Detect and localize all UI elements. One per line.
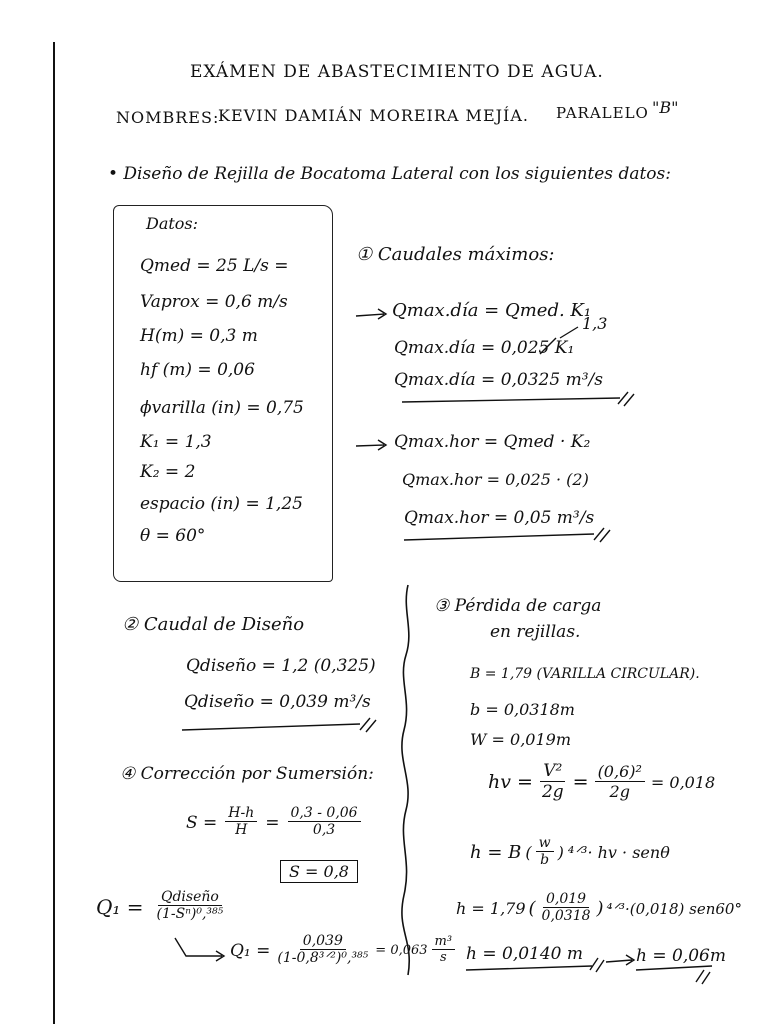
s4-q1b-unit [432, 935, 456, 966]
section1-heading: ① Caudales máximos: [356, 244, 555, 265]
s1-line-1: Qmax.día = Qmed. K₁ [392, 300, 592, 321]
datos-heading: Datos: [146, 214, 199, 233]
exam-title: EXÁMEN DE ABASTECIMIENTO DE AGUA. [190, 62, 604, 82]
s3-h-sub-frac [539, 892, 594, 925]
s3-h-formula-b: b [540, 852, 550, 869]
s3-h-formula-rhs: ⁴ᐟ³· hv · senθ [567, 843, 670, 863]
s4-q1-formula [96, 890, 226, 923]
datos-item-varilla: ϕvarilla (in) = 0,75 [140, 398, 304, 418]
s3-h-sub-rhs: ⁴ᐟ³·(0,018) sen60° [606, 899, 742, 918]
s3-hv-frac-2 [595, 763, 645, 801]
s3-h-formula-paren-close: ) [557, 843, 564, 863]
s4-q1-frac [154, 890, 227, 923]
s3-h-result-1: h = 0,0140 m [466, 944, 584, 964]
section3-heading-2: en rejillas. [490, 622, 581, 642]
s2-line-1: Qdiseño = 1,2 (0,325) [186, 656, 376, 676]
s1-line-6: Qmax.hor = 0,05 m³/s [404, 508, 595, 528]
s3-h-formula [470, 836, 670, 869]
s3-h-sub-paren-close: ) [596, 898, 604, 920]
paralelo-label: PARALELO [556, 104, 649, 122]
s3-h-sub-num: 0,019 [543, 892, 589, 908]
s3-hv-eq-sign: = [572, 771, 589, 794]
s4-s-equation [186, 806, 361, 839]
s4-s-f1-den: H [235, 822, 248, 839]
s3-hv-result: = 0,018 [650, 772, 716, 792]
s1-line-2: Qmax.día = 0,025 K₁ [394, 338, 575, 358]
datos-item-vaprox: Vaprox = 0,6 m/s [140, 292, 288, 312]
s4-q1b-num: 0,039 [300, 934, 346, 950]
s1-line-3: Qmax.día = 0,0325 m³/s [394, 370, 603, 390]
s4-s-f1-num: H-h [225, 806, 257, 822]
s4-s-eq-sign: = [265, 812, 280, 833]
s3-line-w: W = 0,019m [470, 730, 571, 749]
s4-s-frac-2 [288, 806, 361, 839]
s4-q1-num: Qdiseño [158, 890, 222, 906]
s4-q1-result-equation [230, 934, 455, 967]
s4-q1b-den: (1-0,8³ᐟ²)⁰,³⁸⁵ [277, 950, 369, 967]
s1-line-4: Qmax.hor = Qmed · K₂ [394, 432, 591, 452]
s3-h-formula-lhs: h = B [470, 842, 522, 864]
section2-heading: ② Caudal de Diseño [122, 614, 305, 635]
s3-h-substitution [456, 892, 742, 925]
s3-hv-f1-num: V² [540, 762, 565, 782]
s3-h-formula-w: w [536, 836, 554, 852]
s1-k1-value: 1,3 [582, 314, 608, 333]
s3-hv-f2-den: 2g [609, 781, 630, 801]
s3-h-sub-paren-open: ( [528, 898, 536, 920]
s4-q1b-result: = 0,063 [375, 943, 428, 959]
datos-item-k1: K₁ = 1,3 [140, 432, 212, 452]
s4-s-lhs: S = [186, 812, 218, 833]
names-value: KEVIN DAMIÁN MOREIRA MEJÍA. [218, 106, 529, 125]
s3-line-b-coef: B = 1,79 (VARILLA CIRCULAR). [470, 666, 700, 682]
intro-statement: • Diseño de Rejilla de Bocatoma Lateral con los siguientes datos: [108, 164, 671, 184]
s2-line-2: Qdiseño = 0,039 m³/s [184, 692, 371, 712]
datos-item-theta: θ = 60° [140, 526, 206, 546]
s4-q1b-frac [274, 934, 371, 967]
s4-s-f2-den: 0,3 [312, 822, 336, 839]
paralelo-value: "B" [652, 98, 679, 117]
s3-h-formula-paren-open: ( [525, 843, 532, 863]
section3-heading-1: ③ Pérdida de carga [434, 596, 602, 616]
datos-item-k2: K₂ = 2 [140, 462, 196, 482]
s4-q1b-unit-den: s [439, 950, 447, 966]
s4-q1b-unit-num: m³ [432, 935, 456, 950]
s3-hv-f1-den: 2g [541, 781, 564, 802]
datos-item-qmed: Qmed = 25 L/s = [140, 256, 289, 276]
s4-s-result: S = 0,8 [280, 860, 358, 883]
s4-s-f2-num: 0,3 - 0,06 [288, 806, 361, 822]
s3-line-b: b = 0,0318m [470, 700, 575, 719]
s4-q1-lhs: Q₁ = [96, 894, 144, 919]
datos-item-hf: hf (m) = 0,06 [140, 360, 255, 380]
s3-h-sub-den: 0,0318 [541, 908, 591, 925]
s3-h-formula-frac [536, 836, 554, 869]
section4-heading: ④ Corrección por Sumersión: [120, 764, 374, 784]
s3-hv-lhs: hv = [488, 771, 533, 794]
s3-hv-equation [488, 762, 715, 802]
s3-hv-frac-1 [539, 762, 567, 802]
s3-hv-f2-num: (0,6)² [595, 763, 645, 782]
s1-line-5: Qmax.hor = 0,025 · (2) [402, 470, 589, 489]
s4-s-frac-1 [225, 806, 257, 839]
names-label: NOMBRES: [116, 108, 220, 127]
datos-item-h: H(m) = 0,3 m [140, 326, 258, 346]
datos-item-espacio: espacio (in) = 1,25 [140, 494, 303, 514]
s3-h-sub-lhs: h = 1,79 [456, 899, 526, 919]
s3-h-result-2: h = 0,06m [636, 946, 726, 966]
s4-q1b-lhs: Q₁ = [230, 940, 271, 961]
s4-q1-den: (1-Sⁿ)⁰,³⁸⁵ [156, 906, 224, 923]
